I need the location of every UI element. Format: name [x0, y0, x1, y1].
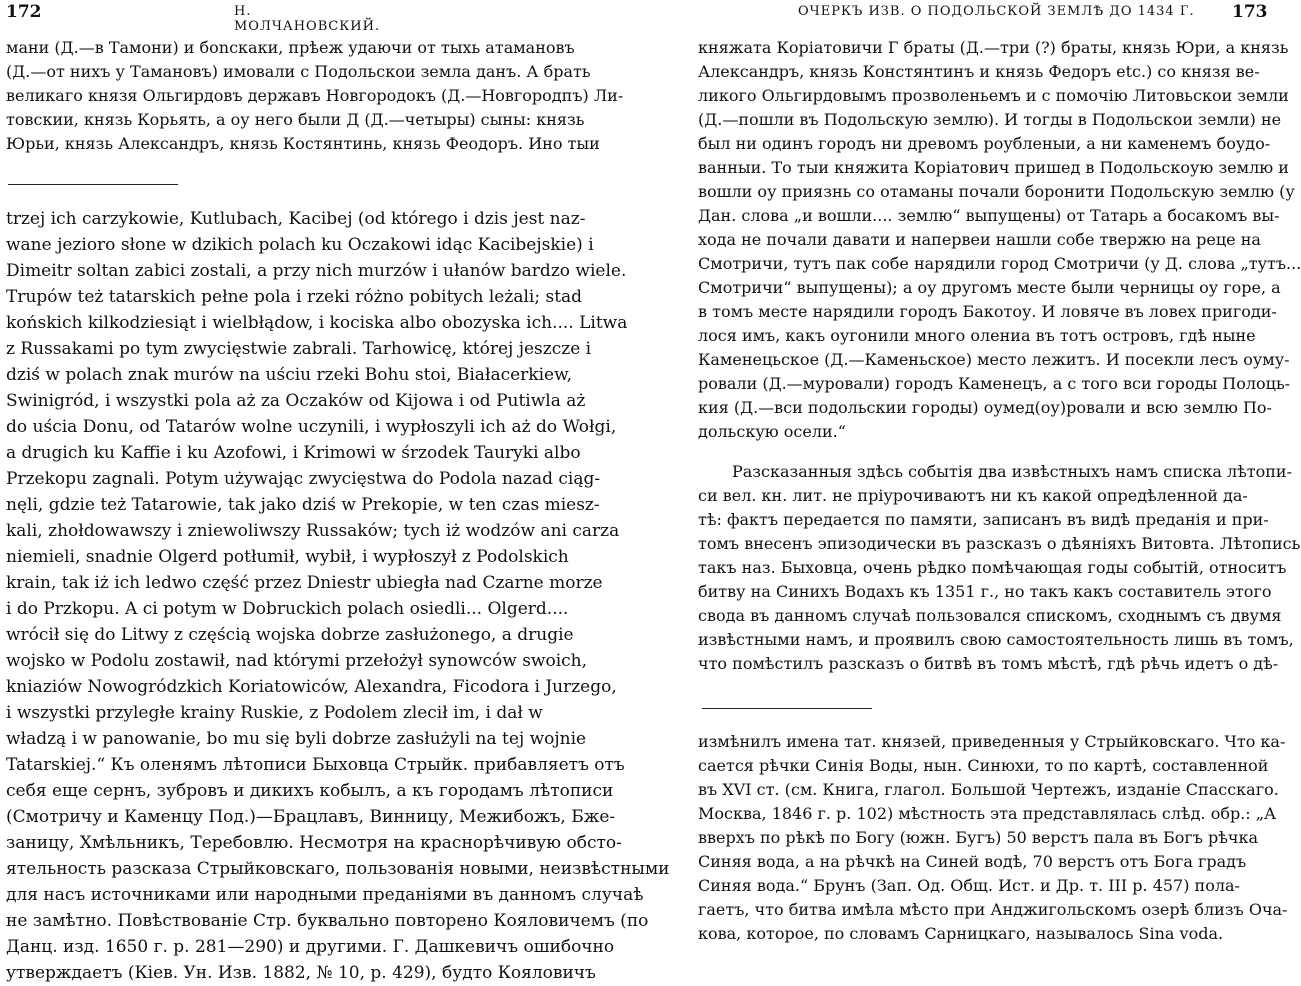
left-body-text	[6, 36, 623, 156]
text-line: Смотричи, тутъ пак собе нарядили город Смотричи (у Д. слова „тутъ...	[698, 254, 1301, 273]
text-line: Смотричи“ выпущены); а оу другомъ месте были черницы оу горе, а	[698, 278, 1281, 297]
footnote-line: Swinigród, i wszystki pola aż za Oczaków od Kijowa i od Putiwla aż	[6, 391, 586, 411]
footnote-line: ятельность разсказа Стрыйковскаго, пользованія новыми, неизвѣстными	[6, 859, 670, 879]
footnote-line: do uścia Donu, od Tatarów wolne uczynili, i wypłoszyli ich aż do Wołgi,	[6, 417, 617, 437]
text-line: си вел. кн. лит. не пріурочиваютъ ни къ какой опредѣленной да-	[698, 486, 1248, 505]
text-line: Александръ, князь Констянтинъ и князь Федоръ etc.) со князя ве-	[698, 62, 1260, 81]
text-line: великаго князя Ольгирдовъ державъ Новгородокъ (Д.—Новгородпъ) Ли-	[6, 86, 624, 105]
footnote-line: wojsko w Podolu zostawił, nad którymi przełożył synowców swoich,	[6, 651, 588, 671]
text-line: товскии, князь Корьять, а оу него были Д (Д.—четыры) сыны: князь	[6, 110, 585, 129]
text-line: дольскую осели.“	[698, 422, 846, 441]
left-footnote-text	[6, 206, 670, 986]
footnote-line: wane jezioro słone w dzikich polach ku Oczakowi idąc Kacibejskie) i	[6, 235, 594, 255]
footnote-line: niemieli, snadnie Olgerd potłumił, wybił, i wypłoszył z Podolskich	[6, 547, 569, 567]
text-line: лося имъ, какъ оугонили много олениа въ тотъ островъ, гдѣ ныне	[698, 326, 1256, 345]
text-line: в томъ месте нарядили городъ Бакотоу. И ловяче въ ловех пригоди-	[698, 302, 1277, 321]
text-line: извѣстными намъ, и проявилъ свою самостоятельность лишь въ томъ,	[698, 630, 1294, 649]
footnote-line: krain, tak iż ich ledwo część przez Dniestr ubiegła nad Czarne morze	[6, 573, 603, 593]
right-running-head: ОЧЕРКЪ ИЗВ. О ПОДОЛЬСКОЙ ЗЕМЛѢ ДО 1434 Г.	[798, 4, 1195, 19]
footnote-line: a drugich ku Kaffie i ku Azofowi, i Krimowi w śrzodek Tauryki albo	[6, 443, 581, 463]
footnote-line: Tatarskiej.“ Къ оленямъ лѣтописи Быховца Стрыйк. прибавляетъ отъ	[6, 755, 625, 775]
text-line: ровали (Д.—муровали) городъ Каменецъ, а с того вси городы Полоць-	[698, 374, 1291, 393]
text-line: ванныи. То тыи княжита Коріатович пришед в Подольскоую землю и	[698, 158, 1289, 177]
text-line: Разсказанныя здѣсь событія два извѣстныхъ намъ списка лѣтопи-	[732, 462, 1292, 481]
footnote-line: końskich kilkodziesiąt i wielbłądow, i kociska albo obozyska ich.... Litwa	[6, 313, 628, 333]
footnote-line: для насъ источниками или народными преданіями въ данномъ случаѣ	[6, 885, 644, 905]
footnote-line: не замѣтно. Повѣствованіе Стр. буквально повторено Кояловичемъ (по	[6, 911, 649, 931]
footnote-line: Синяя вода.“ Брунъ (Зап. Од. Общ. Ист. и Др. т. III р. 457) пола-	[698, 876, 1240, 895]
left-running-head: Н. МОЛЧАНОВСКИЙ.	[234, 4, 381, 34]
footnote-line: Москва, 1846 г. р. 102) мѣстность эта представлялась слѣд. обр.: „А	[698, 804, 1277, 823]
footnote-line: trzej ich carzykowie, Kutlubach, Kacibej (od którego i dzis jest naz-	[6, 209, 586, 229]
text-line: кия (Д.—вси подольскии городы) оумед(оу)ровали и всю землю По-	[698, 398, 1272, 417]
text-line: мани (Д.—в Тамони) и бonскаки, прѣеж удаючи от тыхь атамановъ	[6, 38, 575, 57]
footnote-divider	[702, 708, 872, 709]
text-line: княжата Коріатовичи Г браты (Д.—три (?) браты, князь Юри, а князь	[698, 38, 1289, 57]
footnote-line: измѣнилъ имена тат. князей, приведенныя у Стрыйковскаго. Что ка-	[698, 732, 1286, 751]
right-paragraph	[698, 460, 1300, 676]
footnote-line: Dimeitr soltan zabici zostali, a przy nich murzów i ułanów bardzo wiele.	[6, 261, 627, 281]
footnote-line: вверхъ по рѣкѣ по Богу (южн. Бугъ) 50 верстъ пала въ Богъ рѣчка	[698, 828, 1259, 847]
text-line: (Д.—пошли въ Подольскую землю). И тогды в Подольскои земли) не	[698, 110, 1282, 129]
text-line: хода не почали давати и напервеи нашли собе твержю на реце на	[698, 230, 1261, 249]
text-line: вошли оу приязнь со отаманы почали боронити Подольскую землю (у	[698, 182, 1295, 201]
footnote-line: сается рѣчки Синія Воды, нын. Синюхи, то по картѣ, составленной	[698, 756, 1269, 775]
footnote-line: Данц. изд. 1650 г. р. 281—290) и другими. Г. Дашкевичъ ошибочно	[6, 937, 615, 957]
left-page-number: 172	[6, 2, 42, 22]
footnote-line: въ XVI ст. (см. Книга, глагол. Большой Чертежъ, изданіе Спасскаго.	[698, 780, 1279, 799]
text-line: Дан. слова „и вошли.... землю“ выпущены) от Татарь а босакомъ вы-	[698, 206, 1280, 225]
footnote-line: i do Przkopu. A ci potym w Dobruckich polach osiedli... Olgerd....	[6, 599, 569, 619]
text-line: свода въ данномъ случаѣ пользовался спискомъ, сходнымъ съ двумя	[698, 606, 1282, 625]
footnote-line: kniaziów Nowogródzkich Koriatowiców, Alexandra, Ficodora i Jurzego,	[6, 677, 617, 697]
footnote-line: гаетъ, что битва имѣла мѣсто при Анджигольскомъ озерѣ близъ Оча-	[698, 900, 1288, 919]
footnote-line: Przekopu zagnali. Potym używając zwycięstwa do Podola nazad ciąg-	[6, 469, 601, 489]
footnote-line: (Смотричу и Каменцу Под.)—Брацлавъ, Винницу, Межибожъ, Бже-	[6, 807, 616, 827]
footnote-line: Trupów też tatarskich pełne pola i rzeki różno pobitych leżali; stad	[6, 287, 583, 307]
footnote-line: утверждаетъ (Кіев. Ун. Изв. 1882, № 10, р. 429), будто Кояловичъ	[6, 963, 596, 983]
footnote-line: кова, которое, по словамъ Сарницкаго, называлось Sina voda.	[698, 924, 1224, 943]
text-line: тѣ: фактъ передается по памяти, записанъ въ видѣ преданія и при-	[698, 510, 1269, 529]
right-body-text	[698, 36, 1301, 444]
footnote-line: władzą i w panowanie, bo mu się byli dobrze zasłużyli na tej wojnie	[6, 729, 587, 749]
footnote-line: заницу, Хмѣльникъ, Теребовлю. Несмотря на краснорѣчивую обсто-	[6, 833, 622, 853]
footnote-line: wrócił się do Litwy z częścią wojska dobrze zasłużonego, a drugie	[6, 625, 574, 645]
footnote-line: Синяя вода, а на рѣчкѣ на Синей водѣ, 70 верстъ отъ Бога градъ	[698, 852, 1247, 871]
text-line: был ни одинъ городъ ни древомъ роубленыи, а ни каменемъ боудо-	[698, 134, 1271, 153]
footnote-line: i wszystki przyległe krainy Ruskie, z Podolem zlecił im, i dał w	[6, 703, 543, 723]
right-footnote-text	[698, 730, 1287, 946]
right-page-number: 173	[1232, 2, 1268, 22]
text-line: (Д.—от нихъ у Тамановъ) имовали с Подольскои земла данъ. А брать	[6, 62, 591, 81]
footnote-line: kali, zhołdowawszy i zniewoliwszy Russaków; tych iż wodzów ani carza	[6, 521, 620, 541]
right-page	[640, 0, 1301, 957]
text-line: Юрьи, князь Александръ, князь Костянтинь, князь Феодоръ. Ино тыи	[6, 134, 600, 153]
footnote-line: себя еще сернъ, зубровъ и дикихъ кобылъ, а къ городамъ лѣтописи	[6, 781, 614, 801]
text-line: Каменецьское (Д.—Каменьское) место лежитъ. И посекли лесъ оуму-	[698, 350, 1290, 369]
text-line: битву на Синихъ Водахъ къ 1351 г., но такъ какъ составитель этого	[698, 582, 1272, 601]
footnote-line: z Russakami po tym zwycięstwie zabrali. Tarhowicę, której jeszcze i	[6, 339, 592, 359]
footnote-line: nęli, gdzie też Tatarowie, tak jako dziś w Prekopie, w ten czas miesz-	[6, 495, 600, 515]
text-line: такъ наз. Быховца, очень рѣдко помѣчающая годы событій, относитъ	[698, 558, 1287, 577]
text-line: ликого Ольгирдовымъ прозволеньемъ и с помочію Литовьскои земли	[698, 86, 1289, 105]
footnote-line: dziś w polach znak murów na uściu rzeki Bohu stoi, Białacerkiew,	[6, 365, 573, 385]
text-line: томъ внесенъ эпизодически въ разсказъ о дѣяніяхъ Витовта. Лѣтопись	[698, 534, 1301, 553]
text-line: что помѣстилъ разсказъ о битвѣ въ томъ мѣстѣ, гдѣ рѣчь идетъ о дѣ-	[698, 654, 1279, 673]
footnote-divider	[8, 184, 178, 185]
